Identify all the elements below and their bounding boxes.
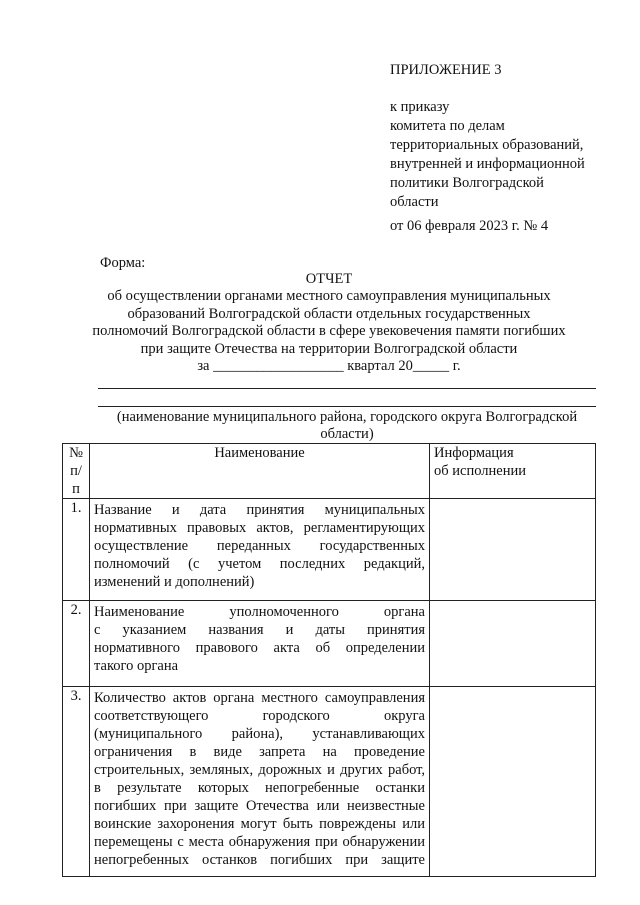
appendix-title: ПРИЛОЖЕНИЕ 3 (390, 62, 502, 78)
table-row (63, 499, 596, 601)
row-text-line: строительных, земляных, дорожных и других работ, (94, 762, 425, 778)
period-suffix: г. (452, 358, 461, 374)
row-text-line: погибших при защите Отечества или неизвестные (94, 798, 425, 814)
row-text-line: (муниципального района), устанавливающих (94, 726, 425, 742)
caption-line: области) (320, 426, 374, 442)
report-title: ОТЧЕТ (305, 271, 353, 287)
report-header (62, 270, 596, 376)
row-text-line: полномочий (с учетом последних редакций, (94, 556, 425, 572)
header-info-line: Информация (434, 445, 514, 461)
appendix-line: комитета по делам (390, 118, 505, 134)
period-year-blank[interactable]: _____ (412, 358, 450, 374)
header-info (430, 444, 596, 499)
row-info-cell[interactable] (430, 687, 596, 877)
appendix-line: политики Волгоградской (390, 175, 544, 191)
header-name: Наименование (90, 444, 430, 499)
period-prefix: за (197, 358, 210, 374)
row-info-cell[interactable] (430, 601, 596, 687)
period-middle: квартал 20 (347, 358, 413, 374)
municipality-name-line[interactable] (98, 388, 596, 389)
row-name (90, 687, 430, 877)
table-row (63, 601, 596, 687)
row-text-line: соответствующего городского округа (94, 708, 425, 724)
appendix-line: территориальных образований, (390, 137, 584, 153)
header-num-line: № (69, 445, 83, 461)
header-info-line: об исполнении (434, 463, 526, 479)
row-text-line: нормативных правовых актов, регламентирующих (94, 520, 425, 536)
report-table (62, 443, 596, 877)
appendix-order-reference (390, 98, 585, 212)
row-text-line: непогребенных останков погибших при защите (94, 852, 425, 868)
appendix-line: внутренней и информационной (390, 156, 585, 172)
appendix-date: от 06 февраля 2023 г. № 4 (390, 218, 549, 234)
row-name (90, 499, 430, 601)
row-text-line: в результате которых непогребенные останки (94, 780, 425, 796)
appendix-line: к приказу (390, 99, 450, 115)
report-subtitle-line: полномочий Волгоградской области в сфере увековечения памяти погибших (92, 323, 566, 339)
row-num: 1. (63, 499, 90, 601)
caption-line: (наименование муниципального района, городского округа Волгоградской (116, 409, 578, 425)
report-period (62, 358, 596, 376)
row-text-line: воинские захоронения могут быть повреждены или (94, 816, 425, 832)
header-num (63, 444, 90, 499)
row-text-line: такого органа (94, 658, 179, 674)
report-subtitle-line: при защите Отечества на территории Волгоградской области (140, 340, 518, 357)
municipality-name-line-2[interactable] (98, 406, 596, 407)
row-text-line: Количество актов органа местного самоуправления (94, 690, 425, 706)
table-row (63, 687, 596, 877)
municipality-caption (98, 409, 596, 443)
period-quarter-blank[interactable]: __________________ (213, 358, 344, 374)
row-text-line: осуществление переданных государственных (94, 538, 425, 554)
form-label: Форма: (100, 255, 146, 271)
row-text-line: Наименование уполномоченного органа (94, 604, 425, 620)
row-text-line: Название и дата принятия муниципальных (94, 502, 425, 518)
row-text-line: нормативного правового акта об определении (94, 640, 425, 656)
row-text-line: с указанием названия и даты принятия (94, 622, 425, 638)
row-text-line: изменений и дополнений) (94, 574, 255, 590)
header-num-line: п/п (70, 463, 82, 497)
row-name (90, 601, 430, 687)
report-subtitle-line: образований Волгоградской области отдельных государственных (127, 305, 531, 322)
row-num: 2. (63, 601, 90, 687)
table-header-row (63, 444, 596, 499)
report-subtitle-line: об осуществлении органами местного самоуправления муниципальных (107, 288, 551, 304)
appendix-line: области (390, 194, 439, 210)
row-num: 3. (63, 687, 90, 877)
row-text-line: ограничения в виде запрета на проведение (94, 744, 425, 760)
row-text-line: перемещены с места обнаружения при обнаружении (94, 834, 425, 850)
row-info-cell[interactable] (430, 499, 596, 601)
